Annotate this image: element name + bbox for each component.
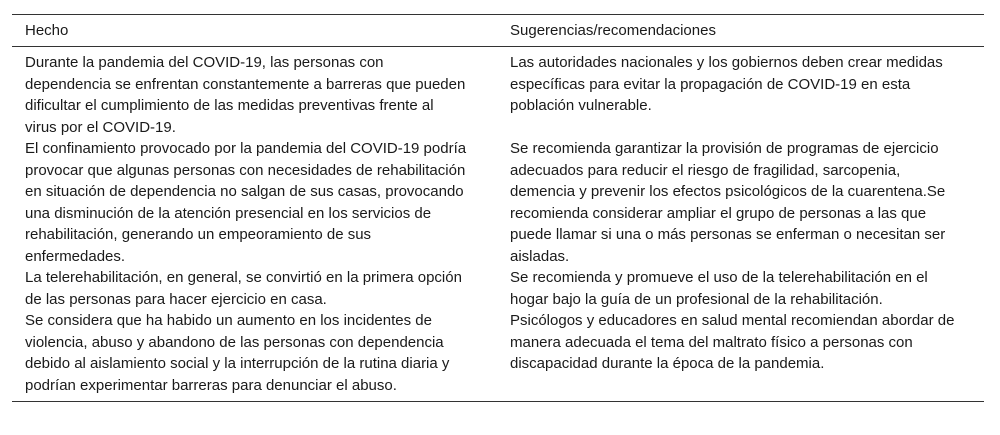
- header-hecho: Hecho: [25, 21, 69, 39]
- sugerencia-cell: Se recomienda y promueve el uso de la telerehabilitación en el hogar bajo la guía de un profesional de la rehabilitación.: [510, 269, 928, 308]
- sugerencia-cell: Se recomienda garantizar la provisión de programas de ejercicio adecuados para reducir el riesgo de fragilidad, sarcopenia, demencia y prevenir los efectos psicológicos de la cuarentena.Se recomienda considerar ampliar el grupo de personas a las que puede llamar si una o más personas se enferman o necesitan ser aisladas.: [510, 140, 946, 265]
- hecho-cell: La telerehabilitación, en general, se convirtió en la primera opción de las personas para hacer ejercicio en casa.: [25, 269, 462, 308]
- hecho-cell: Durante la pandemia del COVID-19, las personas con dependencia se enfrentan constantemente a barreras que pueden dificultar el cumplimiento de las medidas preventivas frente al virus por el COVID-19.: [25, 54, 466, 136]
- hecho-cell: El confinamiento provocado por la pandemia del COVID-19 podría provocar que algunas personas con necesidades de rehabilitación en situación de dependencia no salgan de sus casas, provocando una disminución de la atención presencial en los servicios de rehabilitación, generando un empeoramiento de sus enfermedades.: [25, 140, 467, 265]
- table-body: [12, 47, 984, 401]
- table-header-row: [12, 15, 984, 46]
- table-row: [12, 138, 984, 267]
- sugerencia-cell: Las autoridades nacionales y los gobiernos deben crear medidas específicas para evitar la propagación de COVID-19 en esta población vulnerable.: [510, 54, 943, 114]
- table-row: [12, 52, 984, 138]
- sugerencia-cell: Psicólogos y educadores en salud mental recomiendan abordar de manera adecuada el tema del maltrato físico a personas con discapacidad durante la época de la pandemia.: [510, 312, 955, 372]
- table-row: [12, 310, 984, 396]
- header-sugerencias: Sugerencias/recomendaciones: [510, 21, 716, 39]
- table-bottom-rule: [12, 401, 984, 402]
- hecho-cell: Se considera que ha habido un aumento en los incidentes de violencia, abuso y abandono de las personas con dependencia debido al aislamiento social y la interrupción de la rutina diaria y podrían experimentar barreras para denunciar el abuso.: [25, 312, 450, 394]
- table-row: [12, 267, 984, 310]
- facts-recommendations-table: [12, 14, 984, 402]
